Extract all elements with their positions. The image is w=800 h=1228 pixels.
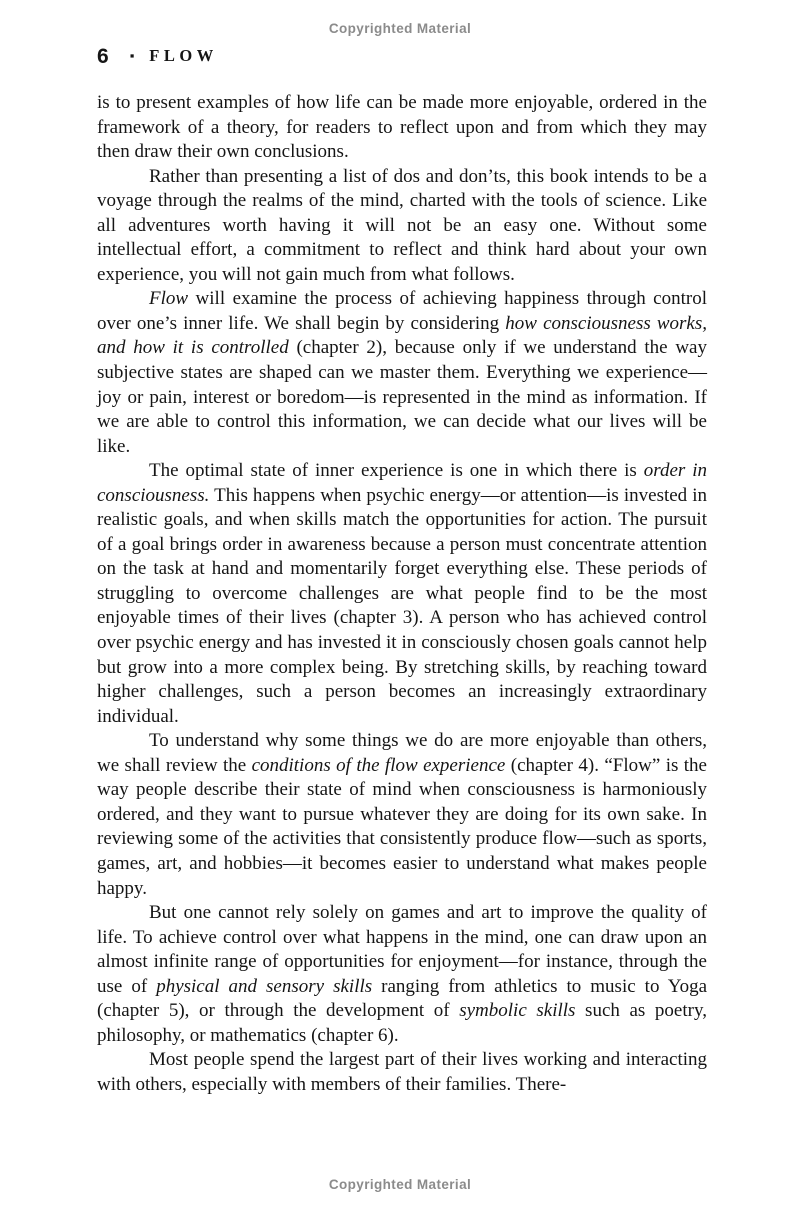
text-run: Most people spend the largest part of their lives working and interacting with others, especially with members of their families. There- xyxy=(97,1049,707,1095)
text-run: Rather than presenting a list of dos and don’ts, this book intends to be a voyage through the realms of the mind, charted with the tools of science. Like all adventures worth having it will not be an easy one. Without some intellectual effort, a commitment to reflect and think hard about your own experience, you will not gain much from what follows. xyxy=(97,165,707,285)
paragraph xyxy=(97,91,707,165)
paragraph xyxy=(97,901,707,1048)
text-run: (chapter 4). “Flow” is the way people describe their state of mind when consciousness is harmoniously ordered, and they want to pursue whatever they are doing for its own sake. In reviewing some of the activities that consistently produce flow—such as sports, games, art, and hobbies—it becomes easier to understand what makes people happy. xyxy=(97,754,707,899)
paragraph xyxy=(97,165,707,288)
text-run: will examine the process of achieving happiness through control over one’s inner life. We shall begin by considering xyxy=(97,288,707,334)
text-run: The optimal state of inner experience is one in which there is xyxy=(149,460,644,482)
italic-text-run: conditions of the flow experience xyxy=(251,754,506,776)
text-run: To understand why some things we do are more enjoyable than others, we shall review the xyxy=(97,730,707,776)
copyright-notice-bottom: Copyrighted Material xyxy=(328,1177,472,1192)
paragraph xyxy=(97,459,707,729)
text-run: This happens when psychic energy—or attention—is invested in realistic goals, and when skills match the opportunities for action. The pursuit of a goal brings order in awareness because a person must concentrate attention on the task at hand and momentarily forget everything else. These periods of struggling to overcome challenges are what people find to be the most enjoyable times of their lives (chapter 3). A person who has achieved control over psychic energy and has invested it in consciously chosen goals cannot help but grow into a more complex being. By stretching skills, by reaching toward higher challenges, such a person becomes an increasingly extraordinary individual. xyxy=(97,484,707,727)
body-text xyxy=(97,91,707,1097)
text-run: is to present examples of how life can be made more enjoyable, ordered in the framework of a theory, for readers to reflect upon and from which they may then draw their own conclusions. xyxy=(97,92,707,163)
italic-text-run: Flow xyxy=(149,288,189,310)
italic-text-run: physical and sensory skills xyxy=(156,975,373,997)
paragraph xyxy=(97,729,707,901)
paragraph xyxy=(97,1048,707,1097)
paragraph xyxy=(97,287,707,459)
copyright-notice-top: Copyrighted Material xyxy=(328,21,472,36)
italic-text-run: how consciousness works, and how it is controlled xyxy=(97,312,707,359)
text-run: (chapter 2), because only if we understand the way subjective states are shaped can we master them. Everything we experience—joy or pain, interest or boredom—is represented in the mind as information. If we are able to control this information, we can decide what our lives will be like. xyxy=(97,337,707,457)
page-number: 6 xyxy=(97,45,109,68)
text-run: ranging from athletics to music to Yoga (chapter 5), or through the development of xyxy=(97,975,707,1022)
page-header xyxy=(97,46,218,67)
italic-text-run: symbolic skills xyxy=(459,1000,576,1022)
running-title: FLOW xyxy=(149,46,218,66)
italic-text-run: order in consciousness. xyxy=(97,460,707,506)
text-run: such as poetry, philosophy, or mathematics (chapter 6). xyxy=(97,1000,707,1046)
text-run: But one cannot rely solely on games and art to improve the quality of life. To achieve control over what happens in the mind, one can draw upon an almost infinite range of opportunities for enjoyment—for instance, through the use of xyxy=(97,902,707,997)
square-bullet-icon: ▪ xyxy=(129,48,135,63)
